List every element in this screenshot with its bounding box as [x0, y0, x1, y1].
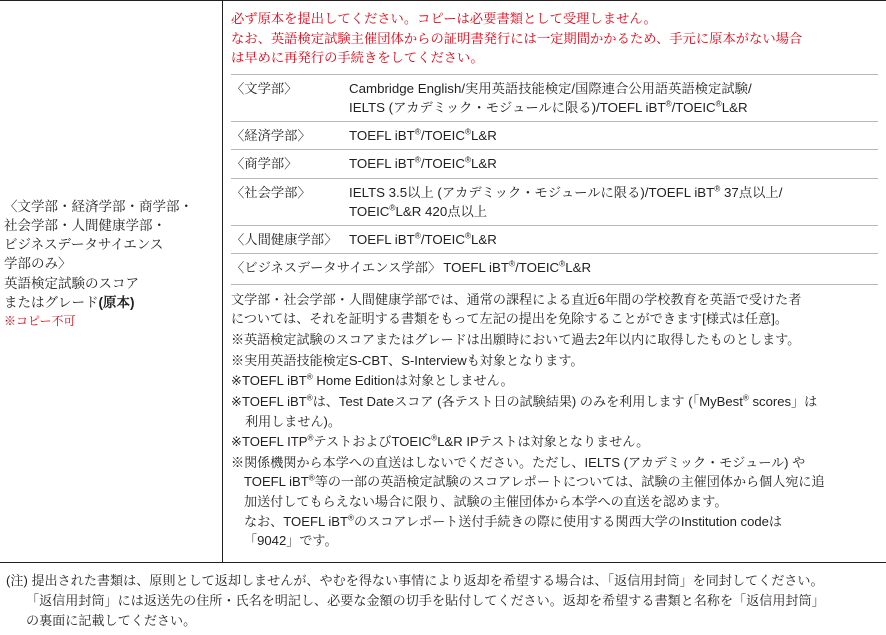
- faculty-value: [349, 126, 878, 145]
- table-row: [231, 178, 878, 226]
- note-line-indent: TOEFL iBT®等の一部の英語検定試験のスコアレポートについては、試験の主催団体から個人宛に追: [244, 474, 825, 490]
- note-item: [231, 392, 878, 431]
- faculty-label: 〈文学部〉: [231, 80, 298, 96]
- faculty-value: [349, 230, 878, 249]
- note-line: ※TOEFL ITP®テストおよびTOEIC®L&R IPテストは対象となりません。: [231, 433, 650, 450]
- intro-line-1: 文学部・社会学部・人間健康学部では、通常の課程による直近6年間の学校教育を英語で受けた者: [231, 291, 802, 307]
- table-right-cell: [223, 1, 886, 562]
- faculty-scope-line-1: 〈文学部・経済学部・商学部・: [4, 199, 193, 214]
- faculty-scope-line-2: 社会学部・人間健康学部・: [4, 218, 166, 234]
- footnote-line-3: の裏面に記載してください。: [26, 612, 197, 628]
- value-line: TOEFL iBT®/TOEIC®L&R: [349, 127, 497, 144]
- table-row: [231, 225, 878, 253]
- table-left-cell: [0, 1, 223, 562]
- faculty-label: 〈経済学部〉: [231, 128, 311, 144]
- faculty-label: 〈人間健康学部〉: [231, 232, 338, 248]
- footnote-line-1: (注) 提出された書類は、原則として返却しませんが、やむを得ない事情により返却を希望する場合は、「返信用封筒」を同封してください。: [6, 573, 824, 589]
- document-title-plain: またはグレード: [4, 294, 99, 310]
- table-row: [231, 149, 878, 177]
- note-item: [231, 432, 878, 452]
- faculty-value: [349, 183, 878, 222]
- note-line: ※TOEFL iBT®は、Test Dateスコア (各テスト日の試験結果) のみを利用します (「MyBest® scores」は: [231, 393, 818, 409]
- table-row: [231, 74, 878, 122]
- value-line: Cambridge English/実用英語技能検定/国際連合公用語英語検定試験/: [349, 80, 752, 96]
- note-line-indent: 加送付してもらえない場合に限り、試験の主催団体から本学への直送を認めます。: [244, 494, 728, 510]
- document-title-bold: (原本): [98, 294, 135, 310]
- document-title-line-2: [4, 293, 216, 312]
- intro-paragraph: [231, 290, 878, 329]
- value-line: TOEFL iBT®/TOEIC®L&R: [349, 231, 497, 248]
- value-line: TOEFL iBT®/TOEIC®L&R: [349, 155, 497, 172]
- faculty-label: 〈社会学部〉: [231, 184, 311, 200]
- table-row: [231, 253, 878, 281]
- intro-line-2: については、それを証明する書類をもって左記の提出を免除することができます[様式は任意]。: [231, 311, 788, 327]
- value-line: TOEIC®L&R 420点以上: [349, 203, 488, 219]
- faculty-scope-line-3: ビジネスデータサイエンス: [4, 237, 164, 253]
- faculty-value: [349, 154, 878, 173]
- faculty-value: [443, 258, 878, 277]
- faculty-rows: [231, 74, 878, 282]
- note-item: [231, 371, 878, 391]
- note-item: [231, 453, 878, 551]
- warning-block: [231, 9, 878, 68]
- warning-line-3: は早めに再発行の手続きをしてください。: [231, 50, 484, 66]
- note-line-indent: なお、TOEFL iBT®のスコアレポート送付手続きの際に使用する関西大学のInstitution codeは: [244, 513, 783, 529]
- note-line: ※関係機関から本学への直送はしないでください。ただし、IELTS (アカデミック・モジュール) や: [231, 454, 806, 470]
- value-line: IELTS (アカデミック・モジュールに限る)/TOEFL iBT®/TOEIC®L&R: [349, 99, 748, 115]
- value-line: IELTS 3.5以上 (アカデミック・モジュールに限る)/TOEFL iBT® 37点以上/: [349, 184, 783, 200]
- faculty-label: 〈商学部〉: [231, 156, 298, 172]
- note-line: ※実用英語技能検定S-CBT、S-Interviewも対象となります。: [231, 352, 584, 368]
- body-notes: [231, 284, 878, 551]
- no-copy-note: ※コピー不可: [4, 313, 76, 328]
- note-line: ※TOEFL iBT® Home Editionは対象としません。: [231, 372, 514, 389]
- value-line: TOEFL iBT®/TOEIC®L&R: [443, 260, 592, 276]
- note-line-indent: 「9042」です。: [244, 533, 338, 549]
- table-row: [231, 121, 878, 149]
- note-line: ※英語検定試験のスコアまたはグレードは出願時において過去2年以内に取得したものとします。: [231, 332, 801, 347]
- document-title-line-1: 英語検定試験のスコア: [4, 275, 139, 291]
- note-item: [231, 351, 878, 371]
- note-item: [231, 330, 878, 350]
- footnote-line-2: 「返信用封筒」には返送先の住所・氏名を明記し、必要な金額の切手を貼付してください。返却を希望する書類と名称を「返信用封筒」: [26, 592, 825, 608]
- left-cell-content: [4, 197, 216, 330]
- faculty-scope-line-4: 学部のみ〉: [4, 256, 72, 272]
- faculty-value: [349, 79, 878, 118]
- warning-line-1: 必ず原本を提出してください。コピーは必要書類として受理しません。: [231, 11, 657, 26]
- note-line-indent: 利用しません)。: [245, 413, 342, 429]
- faculty-label: 〈ビジネスデータサイエンス学部〉: [231, 260, 442, 276]
- warning-line-2: なお、英語検定試験主催団体からの証明書発行には一定期間かかるため、手元に原本がない場合: [231, 30, 803, 46]
